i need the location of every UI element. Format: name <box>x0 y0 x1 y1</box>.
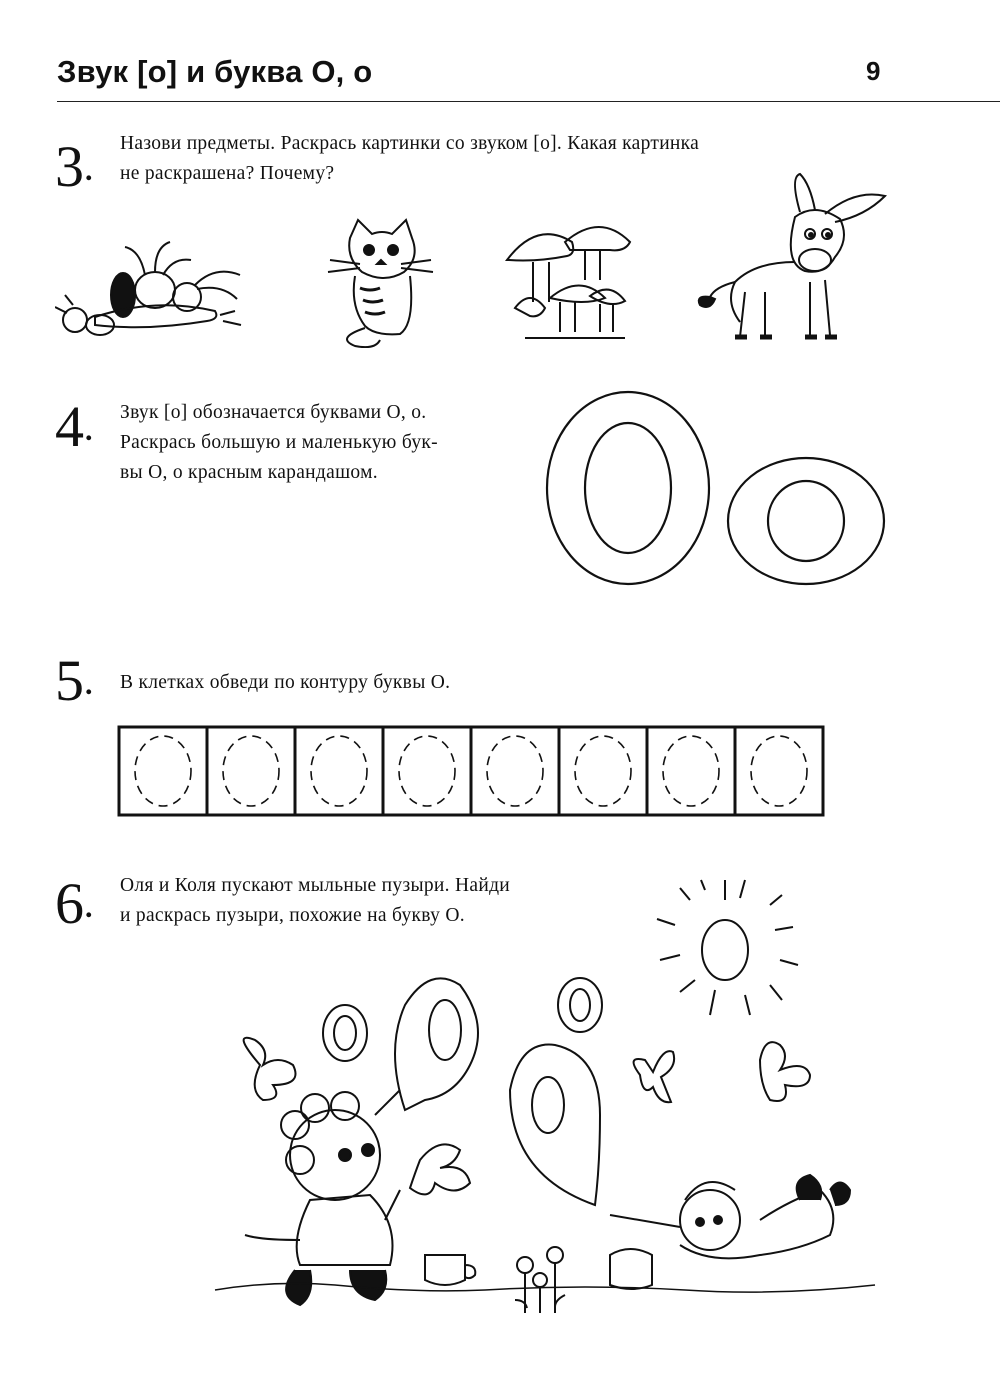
dashed-letter-o[interactable] <box>135 736 191 806</box>
bubble-cup-icon <box>610 1249 652 1289</box>
task-5-line-1: В клетках обведи по контуру буквы О. <box>120 672 451 693</box>
task-4-line-3: вы О, о красным карандашом. <box>120 462 378 483</box>
task-4-line-2: Раскрась большую и маленькую бук- <box>120 432 438 453</box>
dashed-letter-o[interactable] <box>311 736 367 806</box>
dashed-letter-o[interactable] <box>751 736 807 806</box>
task-3-line-1: Назови предметы. Раскрась картинки со звуком [о]. Какая картинка <box>120 133 700 154</box>
bubble-o[interactable] <box>558 978 602 1032</box>
donkey-picture <box>695 172 890 347</box>
big-letter-o <box>547 392 709 584</box>
task-3-text <box>120 129 699 189</box>
flowers-picture <box>515 1247 565 1313</box>
small-letter-o <box>728 458 884 584</box>
page-number: 9 <box>866 56 881 86</box>
task-6-line-1: Оля и Коля пускают мыльные пузыри. Найди <box>120 875 511 896</box>
vegetables-picture <box>55 235 250 345</box>
task-3-line-2: не раскрашена? Почему? <box>120 163 335 184</box>
outlined-letters-oo <box>540 388 890 588</box>
girl-olya-picture <box>245 1090 400 1305</box>
dashed-letter-o[interactable] <box>663 736 719 806</box>
task-5-number: 5. <box>55 648 93 713</box>
bubbles-scene-picture <box>200 870 900 1330</box>
dashed-letter-o[interactable] <box>487 736 543 806</box>
butterfly-icon <box>760 1042 810 1101</box>
task-5-text <box>120 668 450 698</box>
bubble-large-girl[interactable] <box>395 978 478 1110</box>
butterfly-icon <box>410 1144 470 1194</box>
butterfly-icon <box>634 1051 675 1102</box>
task-4-line-1: Звук [о] обозначается буквами О, о. <box>120 402 427 423</box>
butterfly-icon <box>244 1038 296 1100</box>
boy-kolya-picture <box>610 1175 850 1258</box>
dashed-letter-o[interactable] <box>575 736 631 806</box>
sun-icon <box>657 880 798 1015</box>
task-6-number: 6. <box>55 871 93 936</box>
bubble-cup-icon <box>425 1255 475 1285</box>
dashed-letter-o[interactable] <box>223 736 279 806</box>
cat-picture <box>325 218 435 348</box>
mushrooms-picture <box>505 218 635 343</box>
dashed-letter-o[interactable] <box>399 736 455 806</box>
tracing-cells <box>117 725 827 820</box>
task-4-text <box>120 398 438 488</box>
task-3-number: 3. <box>55 134 93 199</box>
bubble-o[interactable] <box>323 1005 367 1061</box>
page-title: Звук [о] и буква О, о <box>57 54 373 89</box>
task-4-number: 4. <box>55 394 93 459</box>
bubble-large-boy[interactable] <box>510 1045 600 1205</box>
task-6-line-2: и раскрась пузыри, похожие на букву О. <box>120 905 465 926</box>
header-rule <box>57 101 1000 102</box>
